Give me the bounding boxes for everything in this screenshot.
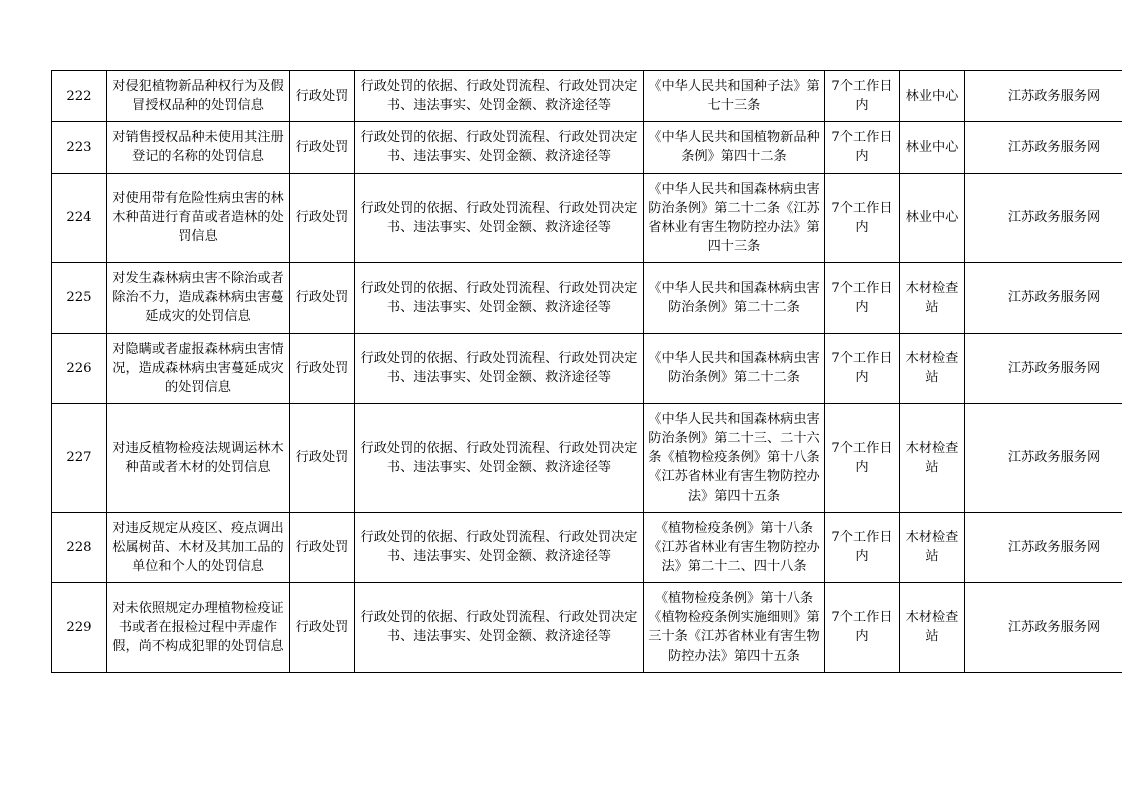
cell-legal-basis: 《中华人民共和国森林病虫害防治条例》第二十二条《江苏省林业有害生物防控办法》第四十三条 bbox=[644, 173, 825, 263]
cell-type: 行政处罚 bbox=[290, 122, 355, 173]
cell-time-limit: 7个工作日内 bbox=[825, 583, 900, 673]
cell-channel: 江苏政务服务网 bbox=[965, 583, 1122, 673]
cell-content: 行政处罚的依据、行政处罚流程、行政处罚决定书、违法事实、处罚金额、救济途径等 bbox=[355, 122, 644, 173]
cell-department: 林业中心 bbox=[900, 71, 965, 122]
cell-content: 行政处罚的依据、行政处罚流程、行政处罚决定书、违法事实、处罚金额、救济途径等 bbox=[355, 333, 644, 403]
cell-content: 行政处罚的依据、行政处罚流程、行政处罚决定书、违法事实、处罚金额、救济途径等 bbox=[355, 583, 644, 673]
cell-item-name: 对违反规定从疫区、疫点调出松属树苗、木材及其加工品的单位和个人的处罚信息 bbox=[107, 512, 290, 582]
cell-serial-number: 225 bbox=[52, 263, 107, 333]
cell-content: 行政处罚的依据、行政处罚流程、行政处罚决定书、违法事实、处罚金额、救济途径等 bbox=[355, 403, 644, 512]
cell-legal-basis: 《中华人民共和国森林病虫害防治条例》第二十二条 bbox=[644, 263, 825, 333]
cell-serial-number: 229 bbox=[52, 583, 107, 673]
table-row bbox=[52, 403, 1122, 512]
cell-serial-number: 222 bbox=[52, 71, 107, 122]
cell-department: 木材检查站 bbox=[900, 403, 965, 512]
cell-item-name: 对使用带有危险性病虫害的林木种苗进行育苗或者造林的处罚信息 bbox=[107, 173, 290, 263]
cell-type: 行政处罚 bbox=[290, 512, 355, 582]
cell-item-name: 对发生森林病虫害不除治或者除治不力，造成森林病虫害蔓延成灾的处罚信息 bbox=[107, 263, 290, 333]
cell-channel: 江苏政务服务网 bbox=[965, 122, 1122, 173]
cell-channel: 江苏政务服务网 bbox=[965, 403, 1122, 512]
cell-time-limit: 7个工作日内 bbox=[825, 173, 900, 263]
cell-content: 行政处罚的依据、行政处罚流程、行政处罚决定书、违法事实、处罚金额、救济途径等 bbox=[355, 263, 644, 333]
cell-type: 行政处罚 bbox=[290, 263, 355, 333]
cell-channel: 江苏政务服务网 bbox=[965, 263, 1122, 333]
cell-department: 林业中心 bbox=[900, 173, 965, 263]
cell-type: 行政处罚 bbox=[290, 333, 355, 403]
cell-content: 行政处罚的依据、行政处罚流程、行政处罚决定书、违法事实、处罚金额、救济途径等 bbox=[355, 71, 644, 122]
cell-channel: 江苏政务服务网 bbox=[965, 333, 1122, 403]
cell-legal-basis: 《植物检疫条例》第十八条《江苏省林业有害生物防控办法》第二十二、四十八条 bbox=[644, 512, 825, 582]
cell-type: 行政处罚 bbox=[290, 583, 355, 673]
cell-item-name: 对违反植物检疫法规调运林木种苗或者木材的处罚信息 bbox=[107, 403, 290, 512]
cell-channel: 江苏政务服务网 bbox=[965, 71, 1122, 122]
cell-time-limit: 7个工作日内 bbox=[825, 71, 900, 122]
cell-department: 林业中心 bbox=[900, 122, 965, 173]
cell-item-name: 对销售授权品种未使用其注册登记的名称的处罚信息 bbox=[107, 122, 290, 173]
cell-time-limit: 7个工作日内 bbox=[825, 122, 900, 173]
cell-content: 行政处罚的依据、行政处罚流程、行政处罚决定书、违法事实、处罚金额、救济途径等 bbox=[355, 173, 644, 263]
cell-department: 木材检查站 bbox=[900, 512, 965, 582]
cell-serial-number: 226 bbox=[52, 333, 107, 403]
cell-serial-number: 228 bbox=[52, 512, 107, 582]
table-row bbox=[52, 512, 1122, 582]
cell-item-name: 对未依照规定办理植物检疫证书或者在报检过程中弄虚作假，尚不构成犯罪的处罚信息 bbox=[107, 583, 290, 673]
cell-time-limit: 7个工作日内 bbox=[825, 333, 900, 403]
cell-department: 木材检查站 bbox=[900, 583, 965, 673]
cell-department: 木材检查站 bbox=[900, 333, 965, 403]
table-row bbox=[52, 71, 1122, 122]
public-affairs-table bbox=[51, 70, 1122, 673]
cell-legal-basis: 《中华人民共和国种子法》第七十三条 bbox=[644, 71, 825, 122]
cell-time-limit: 7个工作日内 bbox=[825, 512, 900, 582]
cell-legal-basis: 《中华人民共和国植物新品种条例》第四十二条 bbox=[644, 122, 825, 173]
cell-type: 行政处罚 bbox=[290, 173, 355, 263]
cell-serial-number: 223 bbox=[52, 122, 107, 173]
cell-department: 木材检查站 bbox=[900, 263, 965, 333]
table-row bbox=[52, 173, 1122, 263]
cell-legal-basis: 《中华人民共和国森林病虫害防治条例》第二十二条 bbox=[644, 333, 825, 403]
cell-legal-basis: 《植物检疫条例》第十八条《植物检疫条例实施细则》第三十条《江苏省林业有害生物防控办法》第四十五条 bbox=[644, 583, 825, 673]
cell-time-limit: 7个工作日内 bbox=[825, 403, 900, 512]
table-row bbox=[52, 122, 1122, 173]
table-container bbox=[51, 70, 1101, 673]
cell-item-name: 对隐瞒或者虚报森林病虫害情况，造成森林病虫害蔓延成灾的处罚信息 bbox=[107, 333, 290, 403]
cell-item-name: 对侵犯植物新品种权行为及假冒授权品种的处罚信息 bbox=[107, 71, 290, 122]
table-row bbox=[52, 263, 1122, 333]
table-body bbox=[52, 71, 1122, 673]
cell-time-limit: 7个工作日内 bbox=[825, 263, 900, 333]
cell-type: 行政处罚 bbox=[290, 403, 355, 512]
cell-legal-basis: 《中华人民共和国森林病虫害防治条例》第二十三、二十六条《植物检疫条例》第十八条《江苏省林业有害生物防控办法》第四十五条 bbox=[644, 403, 825, 512]
cell-type: 行政处罚 bbox=[290, 71, 355, 122]
cell-serial-number: 224 bbox=[52, 173, 107, 263]
cell-serial-number: 227 bbox=[52, 403, 107, 512]
table-row bbox=[52, 583, 1122, 673]
cell-content: 行政处罚的依据、行政处罚流程、行政处罚决定书、违法事实、处罚金额、救济途径等 bbox=[355, 512, 644, 582]
table-row bbox=[52, 333, 1122, 403]
cell-channel: 江苏政务服务网 bbox=[965, 512, 1122, 582]
cell-channel: 江苏政务服务网 bbox=[965, 173, 1122, 263]
